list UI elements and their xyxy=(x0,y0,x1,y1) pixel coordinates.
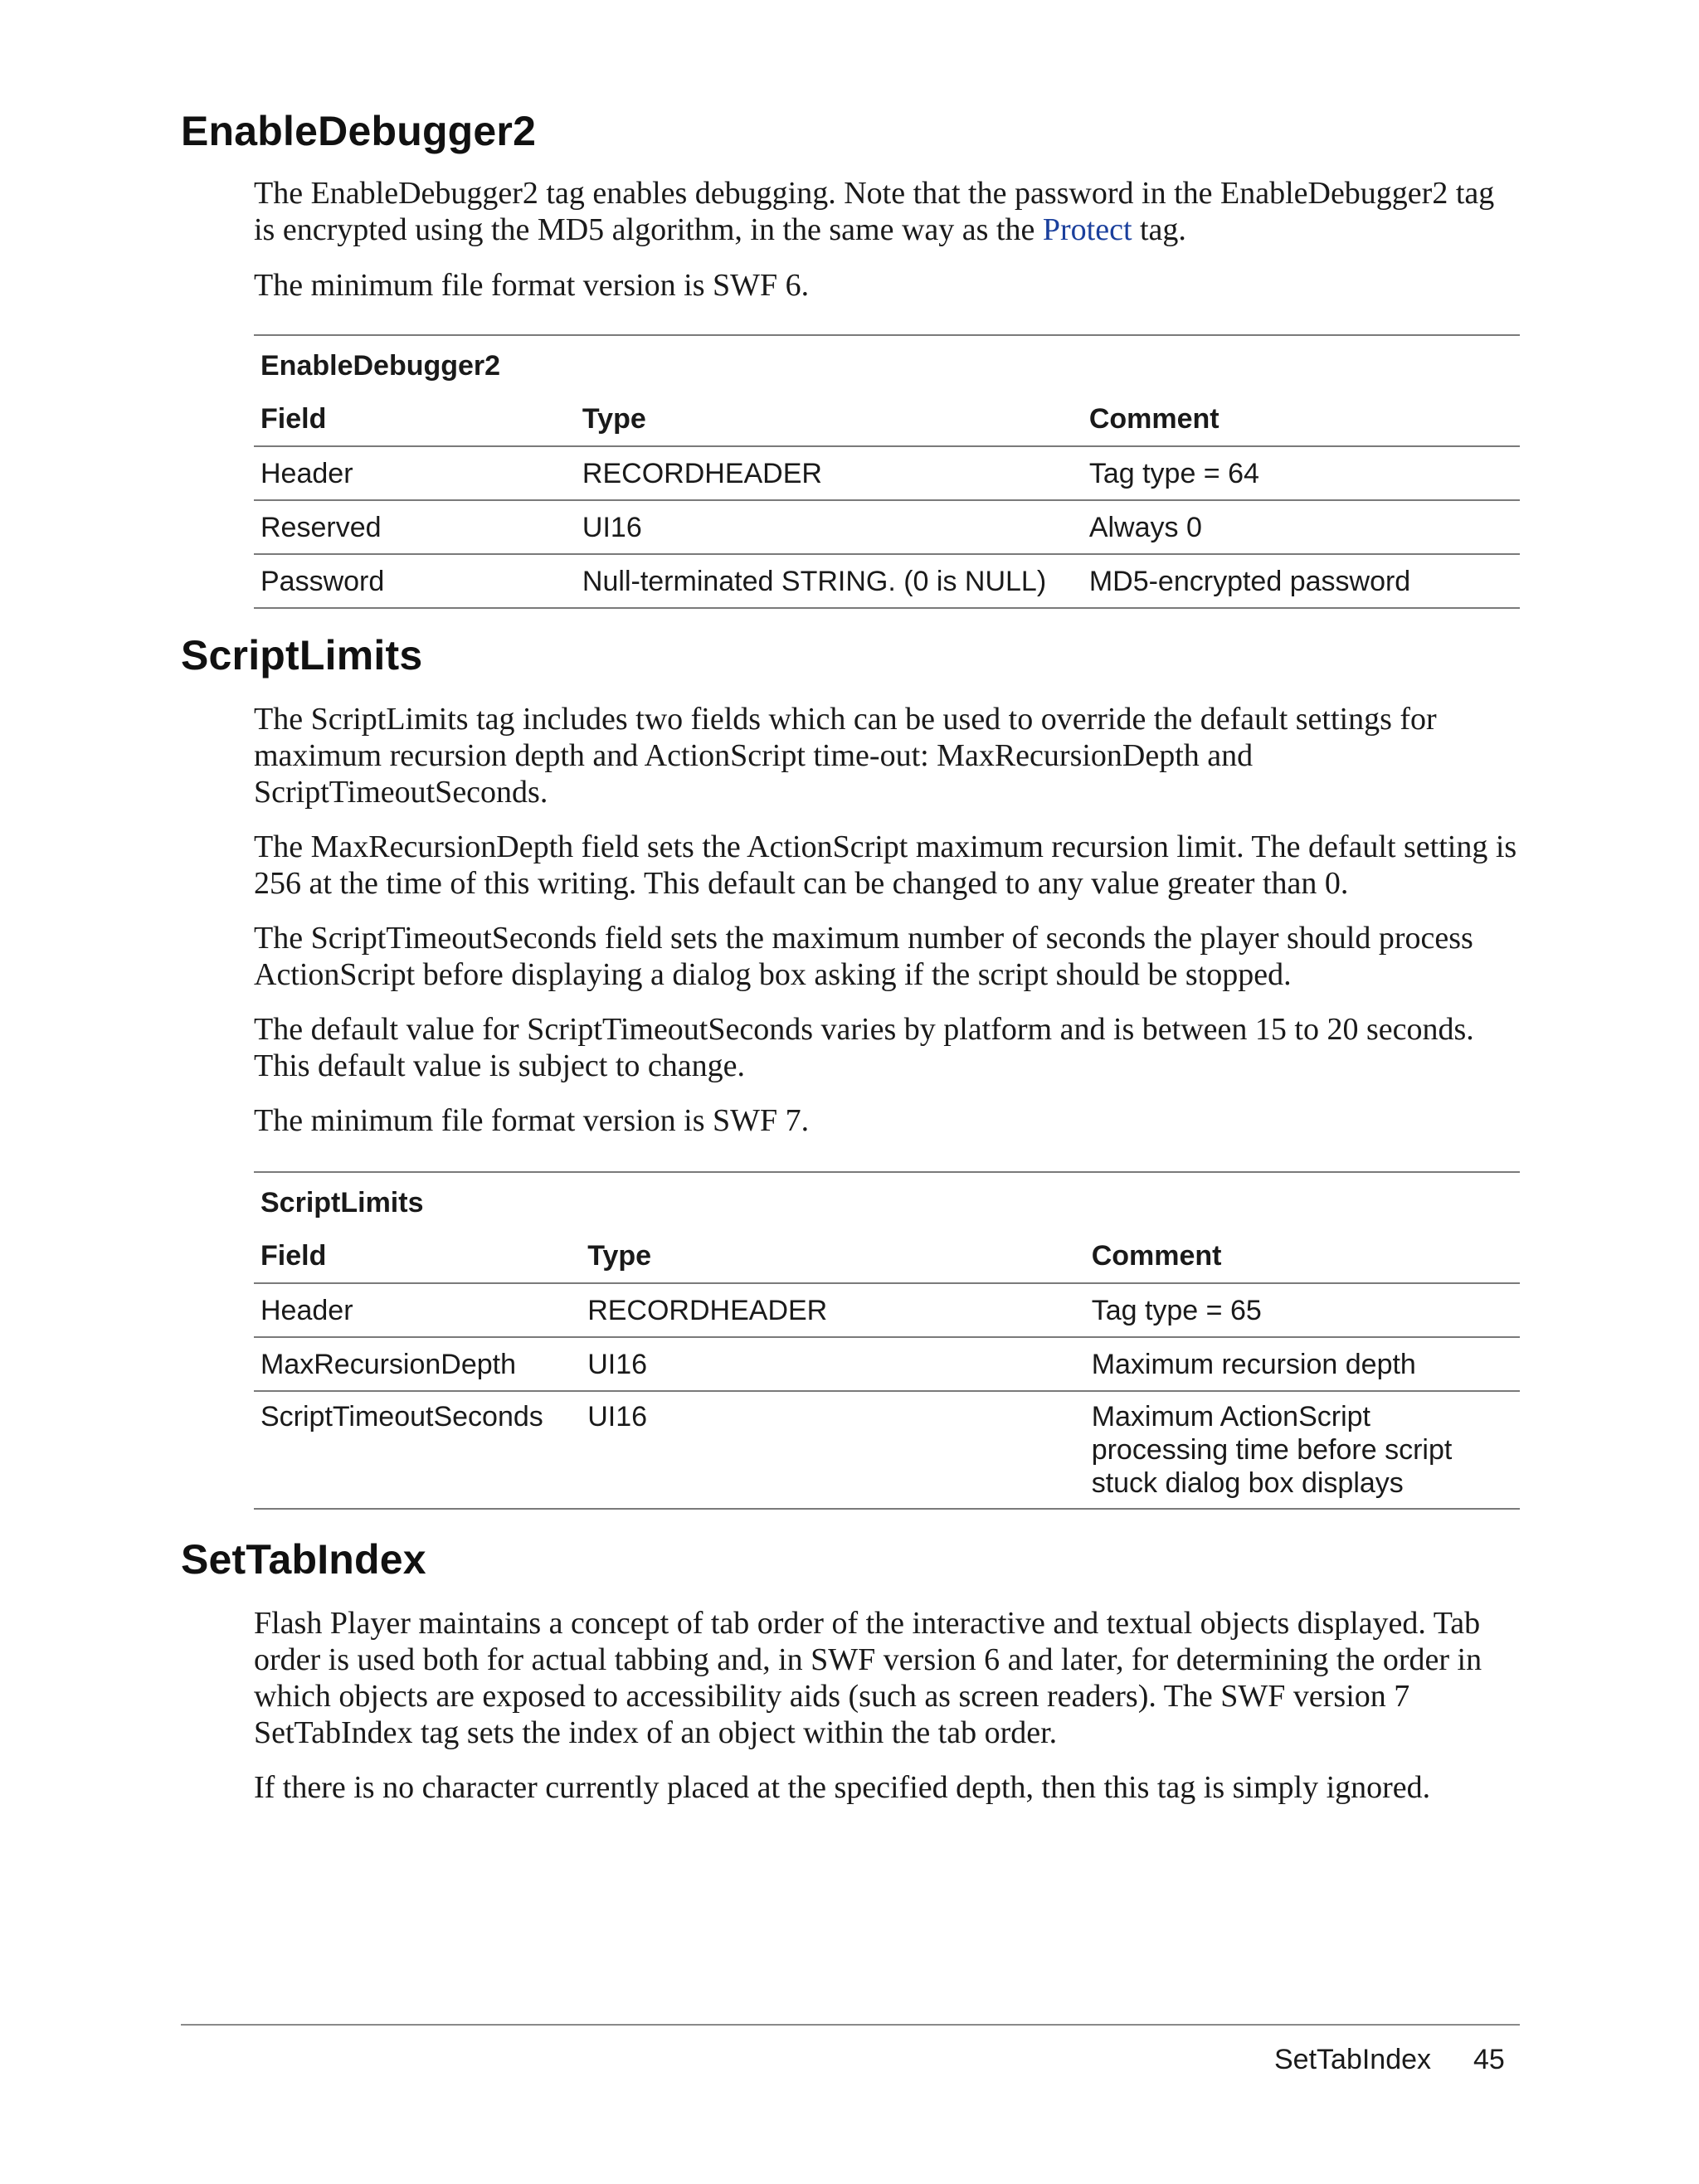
column-header-comment: Comment xyxy=(1083,392,1520,446)
script-limits-paragraph-1: The ScriptLimits tag includes two fields which can be used to override the default settings for maximum recursion depth and ActionScript time-out: MaxRecursionDepth and ScriptTimeoutSeconds. xyxy=(254,702,1437,810)
enable-debugger2-table xyxy=(254,334,1520,609)
cell-comment: Tag type = 65 xyxy=(1085,1283,1520,1337)
script-limits-paragraph-2: The MaxRecursionDepth field sets the ActionScript maximum recursion limit. The default setting is 256 at the time of this writing. This default can be changed to any value greater than 0. xyxy=(254,829,1517,901)
script-limits-paragraph-3: The ScriptTimeoutSeconds field sets the maximum number of seconds the player should process ActionScript before displaying a dialog box asking if the script should be stopped. xyxy=(254,921,1473,992)
table-caption: ScriptLimits xyxy=(260,1186,424,1218)
table-caption: EnableDebugger2 xyxy=(260,349,501,382)
table-row xyxy=(254,554,1520,608)
cell-field: Header xyxy=(254,446,576,500)
cell-field: Header xyxy=(254,1283,581,1337)
table-row xyxy=(254,446,1520,500)
cell-field: Password xyxy=(254,554,576,608)
set-tab-index-paragraph-1: Flash Player maintains a concept of tab order of the interactive and textual objects displayed. Tab order is used both for actual tabbing and, in SWF version 6 and later, for determining the order in which objects are exposed to accessibility aids (such as screen readers). The SWF version 7 SetTabIndex tag sets the index of an object within the tab order. xyxy=(254,1606,1482,1750)
table-row xyxy=(254,1391,1520,1509)
heading-script-limits: ScriptLimits xyxy=(181,632,423,679)
footer-section-name: SetTabIndex xyxy=(1274,2044,1432,2075)
cell-type: Null-terminated STRING. (0 is NULL) xyxy=(576,554,1083,608)
cell-type: UI16 xyxy=(576,500,1083,554)
cell-field: Reserved xyxy=(254,500,576,554)
column-header-comment: Comment xyxy=(1085,1229,1520,1283)
table-header-row xyxy=(254,1229,1520,1283)
column-header-type: Type xyxy=(576,392,1083,446)
script-limits-paragraph-4: The default value for ScriptTimeoutSeconds varies by platform and is between 15 to 20 seconds. This default value is subject to change. xyxy=(254,1012,1474,1083)
table-caption-row xyxy=(254,335,1520,392)
footer-page-number: 45 xyxy=(1473,2044,1505,2075)
cell-comment: MD5-encrypted password xyxy=(1083,554,1520,608)
column-header-field: Field xyxy=(254,392,576,446)
cell-type: UI16 xyxy=(581,1391,1084,1509)
footer-divider xyxy=(181,2024,1520,2026)
protect-link[interactable]: Protect xyxy=(1042,212,1132,247)
table-row xyxy=(254,500,1520,554)
set-tab-index-paragraph-2: If there is no character currently placed at the specified depth, then this tag is simply ignored. xyxy=(254,1770,1431,1805)
table-row xyxy=(254,1283,1520,1337)
table-caption-row xyxy=(254,1172,1520,1229)
script-limits-table xyxy=(254,1171,1520,1510)
column-header-field: Field xyxy=(254,1229,581,1283)
heading-enable-debugger2: EnableDebugger2 xyxy=(181,108,537,154)
cell-type: RECORDHEADER xyxy=(576,446,1083,500)
enable-debugger2-paragraph-1 xyxy=(254,175,1523,248)
cell-field: ScriptTimeoutSeconds xyxy=(254,1391,581,1509)
table-header-row xyxy=(254,392,1520,446)
cell-type: RECORDHEADER xyxy=(581,1283,1084,1337)
cell-comment: Maximum recursion depth xyxy=(1085,1337,1520,1391)
cell-comment: Maximum ActionScript processing time before script stuck dialog box displays xyxy=(1085,1391,1520,1509)
script-limits-paragraph-5: The minimum file format version is SWF 7. xyxy=(254,1103,810,1138)
cell-comment: Tag type = 64 xyxy=(1083,446,1520,500)
cell-type: UI16 xyxy=(581,1337,1084,1391)
paragraph-text: tag. xyxy=(1132,212,1186,247)
column-header-type: Type xyxy=(581,1229,1084,1283)
paragraph-text: The EnableDebugger2 tag enables debugging. Note that the password in the EnableDebugger2 tag is encrypted using the MD5 algorithm, in the same way as the xyxy=(254,176,1495,247)
enable-debugger2-paragraph-2: The minimum file format version is SWF 6. xyxy=(254,268,810,303)
cell-field: MaxRecursionDepth xyxy=(254,1337,581,1391)
cell-comment: Always 0 xyxy=(1083,500,1520,554)
heading-set-tab-index: SetTabIndex xyxy=(181,1536,426,1583)
table-row xyxy=(254,1337,1520,1391)
